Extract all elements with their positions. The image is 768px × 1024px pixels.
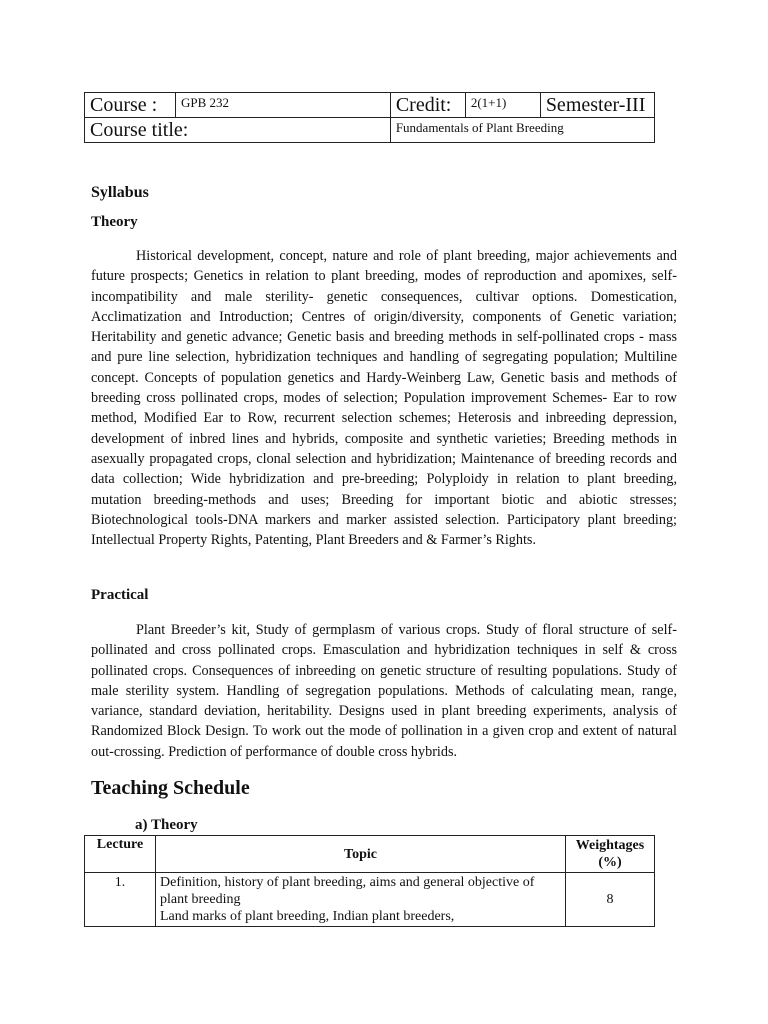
semester-label: Semester-III [540, 93, 654, 118]
theory-subheading: a) Theory [135, 817, 198, 833]
course-info-table [84, 92, 655, 143]
credit-value: 2(1+1) [465, 93, 540, 118]
course-code: GPB 232 [176, 93, 391, 118]
theory-heading: Theory [91, 214, 138, 230]
topic-column-header: Topic [156, 836, 566, 873]
syllabus-heading: Syllabus [91, 184, 149, 201]
course-label: Course : [85, 93, 176, 118]
credit-label: Credit: [390, 93, 465, 118]
topic-line: Land marks of plant breeding, Indian plant breeders, [160, 909, 455, 924]
weightage-value: 8 [566, 873, 655, 927]
lecture-column-header: Lecture [85, 836, 156, 873]
topic-cell [156, 873, 566, 927]
course-title-label: Course title: [85, 118, 391, 143]
course-info-row [85, 93, 655, 118]
theory-paragraph: Historical development, concept, nature and role of plant breeding, major achievements and future prospects; Genetics in relation to plant breeding, modes of reproduction and apomixes, self-incompatibility and male sterility- genetic consequences, cultivar options. Domestication, Acclimatization and Introduction; Centres of origin/diversity, components of Genetic variation; Heritability and genetic advance; Genetic basis and breeding methods in self-pollinated crops - mass and pure line selection, hybridization techniques and handling of segregating population; Multiline concept. Concepts of population genetics and Hardy-Weinberg Law, Genetic basis and methods of breeding cross pollinated crops, modes of selection; Population improvement Schemes- Ear to row method, Modified Ear to Row, recurrent selection schemes; Heterosis and inbreeding depression, development of inbred lines and hybrids, composite and synthetic varieties; Breeding methods in asexually propagated crops, clonal selection and hybridization; Maintenance of breeding records and data collection; Wide hybridization and pre-breeding; Polyploidy in relation to plant breeding, mutation breeding-methods and uses; Breeding for important biotic and abiotic stresses; Biotechnological tools-DNA markers and marker assisted selection. Participatory plant breeding; Intellectual Property Rights, Patenting, Plant Breeders and & Farmer’s Rights. [91, 248, 677, 549]
weightage-header-line1: Weightages [575, 838, 645, 853]
lecture-number: 1. [85, 873, 156, 927]
weightage-header-line2: (%) [598, 855, 622, 870]
weightage-column-header [566, 836, 655, 873]
course-title-row [85, 118, 655, 143]
practical-heading: Practical [91, 587, 149, 603]
teaching-schedule-heading: Teaching Schedule [91, 777, 250, 799]
table-row [85, 873, 655, 927]
practical-paragraph: Plant Breeder’s kit, Study of germplasm of various crops. Study of floral structure of self-pollinated and cross pollinated crops. Emasculation and hybridization techniques in self & cross pollinated crops. Consequences of inbreeding on genetic structure of resulting populations. Study of male sterility system. Handling of segregation populations. Methods of calculating mean, range, variance, standard deviation, heritability. Designs used in plant breeding experiments, analysis of Randomized Block Design. To work out the mode of pollination in a given crop and extent of natural out-crossing. Prediction of performance of double cross hybrids. [91, 622, 677, 760]
course-title-value: Fundamentals of Plant Breeding [390, 118, 654, 143]
schedule-header-row [85, 836, 655, 873]
topic-line: Definition, history of plant breeding, aims and general objective of plant breeding [160, 875, 535, 907]
schedule-table [84, 835, 655, 927]
